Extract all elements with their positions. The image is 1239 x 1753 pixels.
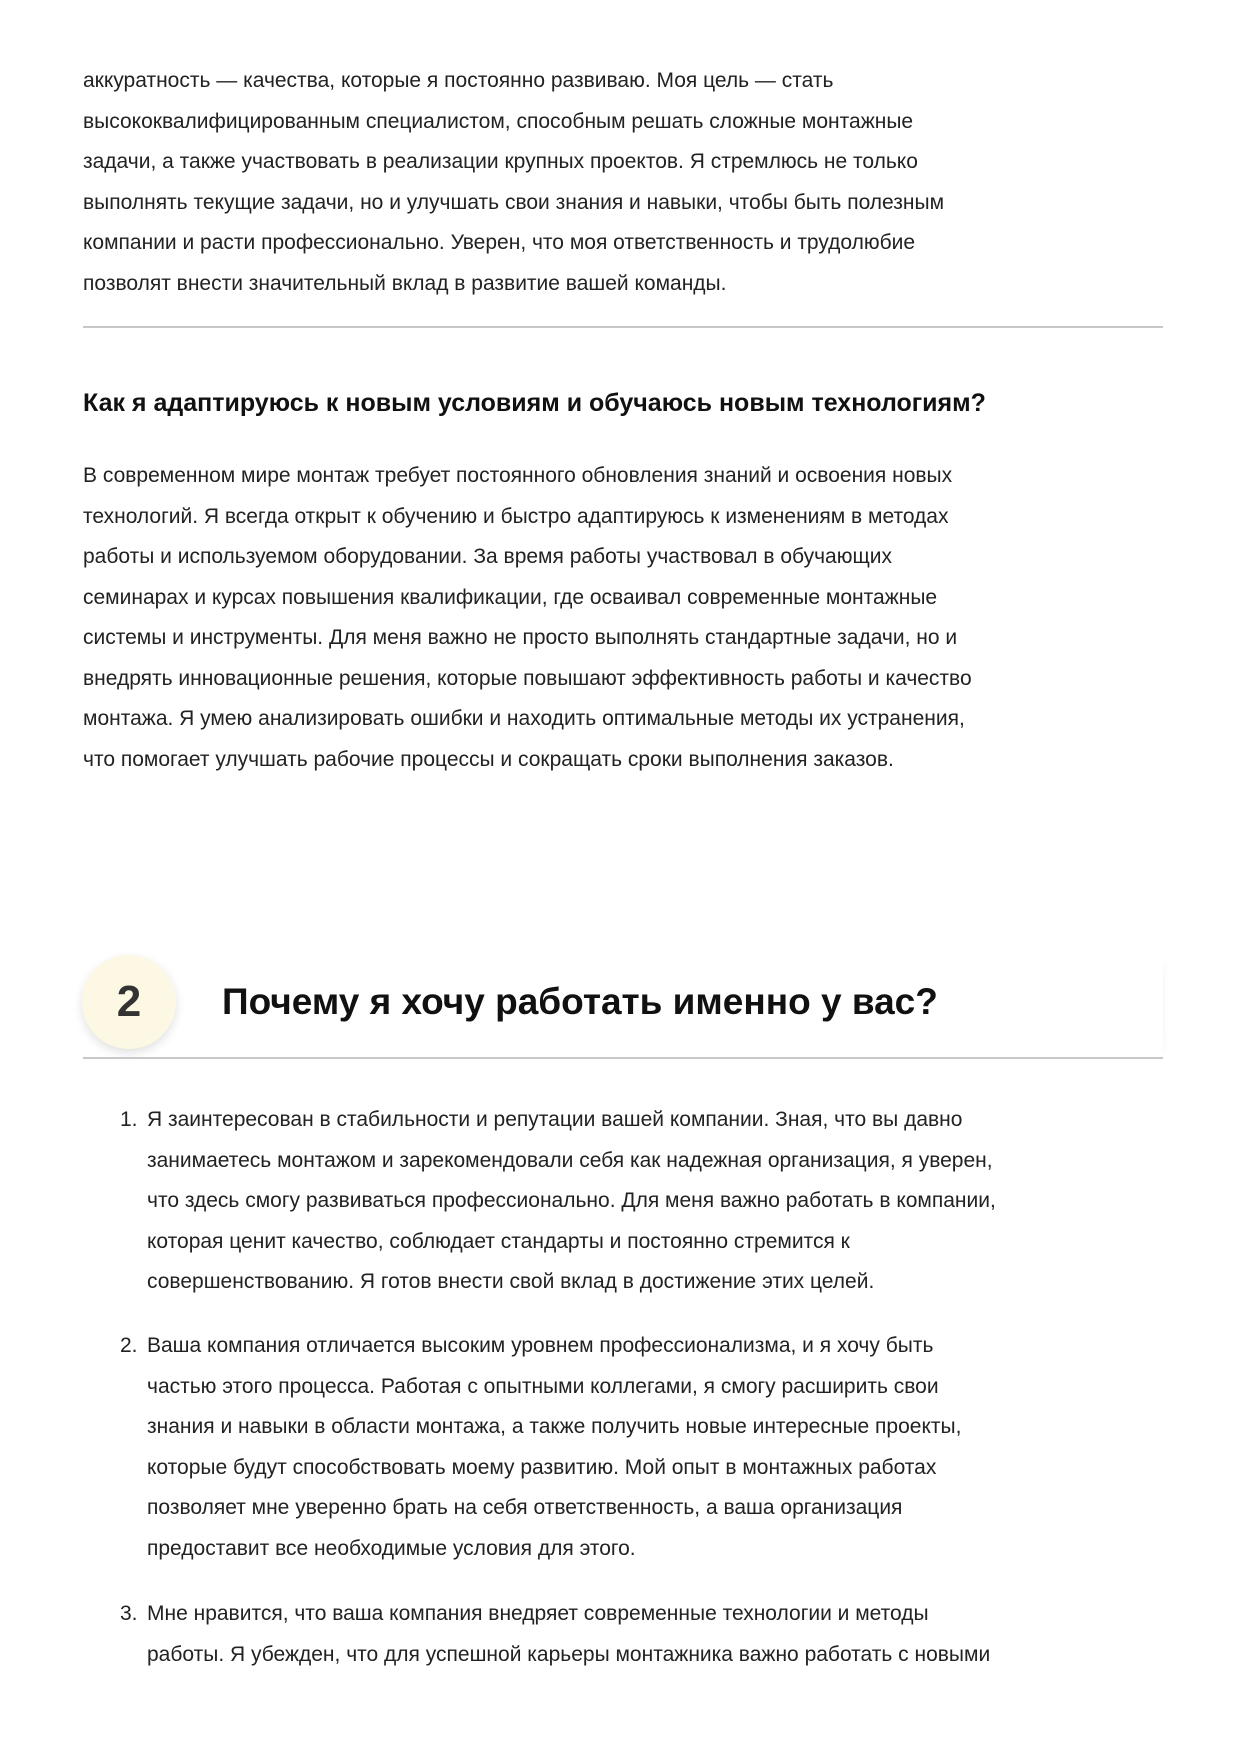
subsection-heading: Как я адаптируюсь к новым условиям и обучаюсь новым технологиям? xyxy=(83,389,986,417)
text-line: совершенствованию. Я готов внести свой вклад в достижение этих целей. xyxy=(147,1270,875,1293)
section-number-badge: 2 xyxy=(82,955,176,1049)
list-marker: 3. xyxy=(120,1602,138,1625)
text-line: позволяет мне уверенно брать на себя ответственность, а ваша организация xyxy=(147,1496,903,1519)
subsection-paragraph xyxy=(83,456,1173,780)
text-line: внедрять инновационные решения, которые повышают эффективность работы и качество xyxy=(83,666,972,690)
text-line: компании и расти профессионально. Уверен, что моя ответственность и трудолюбие xyxy=(83,231,916,254)
text-line: занимаетесь монтажом и зарекомендовали себя как надежная организация, я уверен, xyxy=(147,1148,993,1172)
text-line: позволят внести значительный вклад в развитие вашей команды. xyxy=(83,271,727,295)
text-line: которые будут способствовать моему развитию. Мой опыт в монтажных работах xyxy=(147,1455,937,1479)
text-line: задачи, а также участвовать в реализации крупных проектов. Я стремлюсь не только xyxy=(83,150,918,173)
text-line: технологий. Я всегда открыт к обучению и быстро адаптируюсь к изменениям в методах xyxy=(83,504,949,528)
section-divider xyxy=(83,326,1163,328)
text-line: монтажа. Я умею анализировать ошибки и находить оптимальные методы их устранения, xyxy=(83,707,965,730)
text-line: семинарах и курсах повышения квалификации, где осваивал современные монтажные xyxy=(83,585,938,609)
text-line: что здесь смогу развиваться профессионально. Для меня важно работать в компании, xyxy=(147,1189,996,1212)
text-line: Я заинтересован в стабильности и репутации вашей компании. Зная, что вы давно xyxy=(147,1108,963,1131)
text-line: аккуратность — качества, которые я постоянно развиваю. Моя цель — стать xyxy=(83,69,834,92)
list-marker: 2. xyxy=(120,1334,138,1357)
text-line: частью этого процесса. Работая с опытными коллегами, я смогу расширить свои xyxy=(147,1374,939,1398)
text-line: работы. Я убежден, что для успешной карьеры монтажника важно работать с новыми xyxy=(147,1642,991,1666)
text-line: В современном мире монтаж требует постоянного обновления знаний и освоения новых xyxy=(83,464,953,487)
section-title: Почему я хочу работать именно у вас? xyxy=(222,981,938,1022)
list-marker: 1. xyxy=(120,1108,138,1131)
text-line: высококвалифицированным специалистом, способным решать сложные монтажные xyxy=(83,109,914,133)
text-line: знания и навыки в области монтажа, а также получить новые интересные проекты, xyxy=(147,1415,962,1438)
text-line: работы и используемом оборудовании. За время работы участвовал в обучающих xyxy=(83,545,892,568)
section-title-divider xyxy=(83,1057,1163,1059)
text-line: Мне нравится, что ваша компания внедряет современные технологии и методы xyxy=(147,1602,929,1625)
text-line: предоставит все необходимые условия для этого. xyxy=(147,1536,636,1560)
text-line: системы и инструменты. Для меня важно не просто выполнять стандартные задачи, но и xyxy=(83,626,958,649)
text-line: которая ценит качество, соблюдает стандарты и постоянно стремится к xyxy=(147,1229,850,1253)
intro-paragraph xyxy=(83,61,1173,304)
text-line: Ваша компания отличается высоким уровнем профессионализма, и я хочу быть xyxy=(147,1334,934,1357)
text-line: выполнять текущие задачи, но и улучшать свои знания и навыки, чтобы быть полезным xyxy=(83,190,945,214)
text-line: что помогает улучшать рабочие процессы и сокращать сроки выполнения заказов. xyxy=(83,747,894,771)
